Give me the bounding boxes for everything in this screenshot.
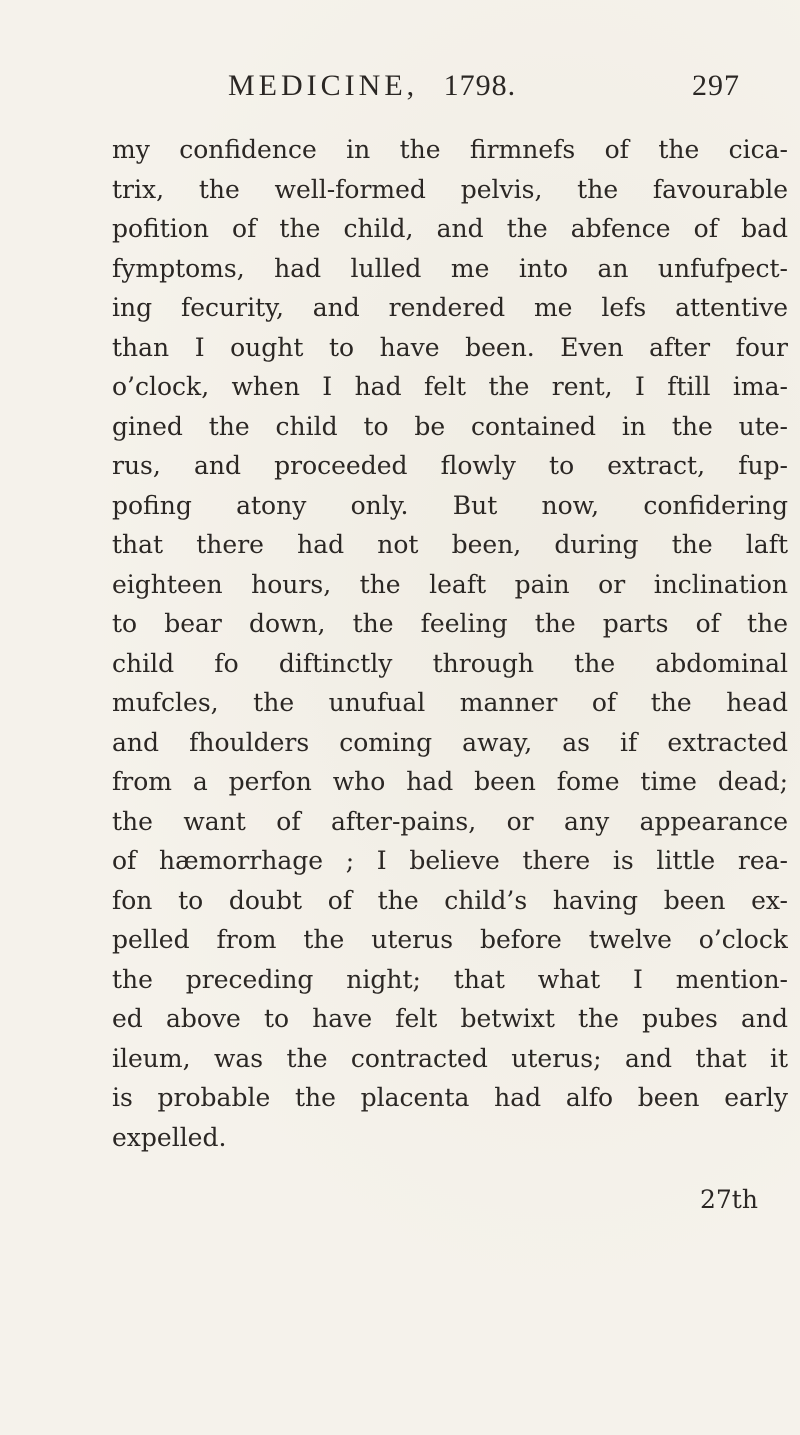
text-line: from a perfon who had been fome time dead; (112, 767, 788, 796)
running-head-title: MEDICINE, (228, 69, 419, 102)
text-line: and fhoulders coming away, as if extracted (112, 727, 788, 757)
text-line: gined the child to be contained in the ute- (112, 411, 788, 441)
text-line: o’clock, when I had felt the rent, I ftill ima- (112, 372, 788, 401)
text-line: ing fecurity, and rendered me lefs attentive (112, 293, 788, 322)
text-line: pofing atony only. But now, confidering (112, 490, 788, 520)
text-line: that there had not been, during the laft (112, 530, 788, 559)
text-line: my confidence in the firmnefs of the cica- (112, 135, 788, 164)
running-head (228, 66, 768, 106)
running-head-year: 1798. (443, 69, 517, 102)
text-line: mufcles, the unufual manner of the head (112, 688, 788, 717)
text-line: fon to doubt of the child’s having been ex- (112, 885, 788, 915)
text-line: the want of after-pains, or any appearance (112, 806, 788, 836)
text-line: ed above to have felt betwixt the pubes and (112, 1004, 788, 1033)
text-line: trix, the well-formed pelvis, the favourable (112, 174, 788, 204)
text-line: eighteen hours, the leaft pain or inclination (112, 569, 788, 599)
text-line: of hæmorrhage ; I believe there is little rea- (112, 846, 788, 875)
body-text (112, 130, 788, 1157)
text-line: expelled. (112, 1122, 227, 1152)
text-line: fymptoms, had lulled me into an unfufpect- (112, 253, 788, 283)
text-line: the preceding night; that what I mention- (112, 964, 788, 994)
text-line: than I ought to have been. Even after four (112, 332, 788, 362)
text-line: to bear down, the feeling the parts of the (112, 609, 788, 638)
text-line: pofition of the child, and the abfence of bad (112, 214, 788, 243)
catchword: 27th (700, 1185, 758, 1214)
text-line: is probable the placenta had alfo been early (112, 1083, 788, 1112)
page-number: 297 (692, 69, 740, 102)
text-line: child fo diftinctly through the abdominal (112, 648, 788, 678)
text-line: rus, and proceeded flowly to extract, fup- (112, 451, 788, 480)
text-line: ileum, was the contracted uterus; and that it (112, 1043, 788, 1073)
text-line: pelled from the uterus before twelve o’clock (112, 925, 788, 954)
